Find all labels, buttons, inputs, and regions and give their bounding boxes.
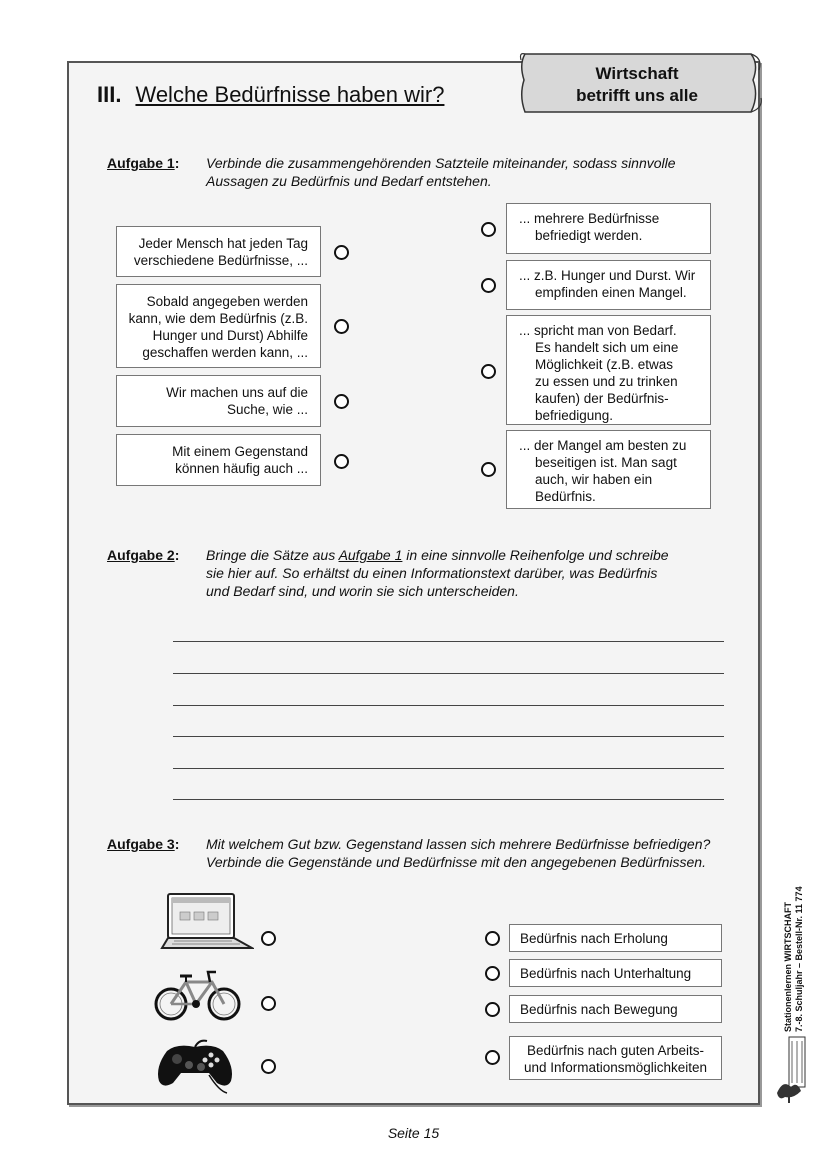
task3-label — [107, 836, 179, 852]
need-box-3-text: Bedürfnis nach Bewegung — [520, 1002, 678, 1017]
task1-colon: : — [174, 155, 180, 171]
task2-text-ref: Aufgabe 1 — [338, 547, 403, 563]
task1-instructions — [206, 154, 676, 190]
left-box-2-line4: geschaffen werden kann, ... — [142, 345, 308, 360]
right-connector-1[interactable] — [481, 222, 496, 237]
need-box-1-text: Bedürfnis nach Erholung — [520, 931, 668, 946]
banner-line1: Wirtschaft — [595, 64, 679, 83]
right-box-4-line1: ... der Mangel am besten zu — [519, 438, 687, 453]
left-connector-1[interactable] — [334, 245, 349, 260]
page-number: Seite 15 — [387, 1125, 440, 1141]
writing-line-5[interactable] — [173, 768, 724, 769]
right-box-1-line2: befriedigt werden. — [535, 228, 643, 243]
task2-colon: : — [174, 547, 180, 563]
writing-line-3[interactable] — [173, 705, 724, 706]
left-box-3-line2: Suche, wie ... — [226, 402, 308, 417]
right-box-3-line1: ... spricht man von Bedarf. — [519, 323, 677, 338]
sidebar-line2: 7.-8. Schuljahr – Bestell-Nr. 11 774 — [794, 886, 804, 1032]
left-connector-4[interactable] — [334, 454, 349, 469]
left-connector-3[interactable] — [334, 394, 349, 409]
left-connector-2[interactable] — [334, 319, 349, 334]
writing-line-6[interactable] — [173, 799, 724, 800]
left-box-2-line2: kann, wie dem Bedürfnis (z.B. — [128, 311, 308, 326]
task2-text-post: in eine sinnvolle Reihenfolge und schreibe — [402, 547, 669, 563]
right-box-4-line2: beseitigen ist. Man sagt — [535, 455, 677, 470]
task2-label — [107, 547, 179, 563]
banner-line2: betrifft uns alle — [576, 86, 698, 105]
task1-label-text: Aufgabe 1 — [107, 155, 175, 171]
object-connector-laptop[interactable] — [261, 931, 276, 946]
task2-text-pre: Bringe die Sätze aus — [206, 547, 339, 563]
need-box-4-line1: Bedürfnis nach guten Arbeits- — [526, 1043, 705, 1058]
left-box-4-line2: können häufig auch ... — [175, 461, 308, 476]
task3-text-line1: Mit welchem Gut bzw. Gegenstand lassen sich mehrere Bedürfnisse befriedigen? — [206, 836, 711, 852]
right-box-1-line1: ... mehrere Bedürfnisse — [519, 211, 660, 226]
need-connector-1[interactable] — [485, 931, 500, 946]
left-box-4 — [116, 434, 321, 486]
publisher-logo-icon — [773, 1035, 813, 1105]
right-box-4 — [506, 430, 711, 509]
left-box-3 — [116, 375, 321, 427]
task2-instructions — [206, 546, 669, 600]
section-number: III. — [97, 82, 122, 107]
left-box-2 — [116, 284, 321, 368]
right-box-3-line2: Es handelt sich um eine — [535, 340, 679, 355]
right-box-2 — [506, 260, 711, 310]
object-connector-gamepad[interactable] — [261, 1059, 276, 1074]
section-title — [97, 82, 444, 108]
publisher-sidebar — [783, 852, 821, 1032]
task3-label-text: Aufgabe 3 — [107, 836, 175, 852]
right-box-4-line3: auch, wir haben ein — [535, 472, 653, 487]
topic-banner — [519, 50, 765, 118]
left-box-3-line1: Wir machen uns auf die — [166, 385, 308, 400]
task1-text-line2: Aussagen zu Bedürfnis und Bedarf entstehen. — [206, 173, 492, 189]
need-box-2-text: Bedürfnis nach Unterhaltung — [520, 966, 692, 981]
bicycle-icon — [154, 966, 244, 1026]
task1-label — [107, 155, 179, 171]
section-heading: Welche Bedürfnisse haben wir? — [135, 82, 445, 107]
task2-text-line2: sie hier auf. So erhältst du einen Informationstext darüber, was Bedürfnis — [206, 565, 658, 581]
right-box-2-line1: ... z.B. Hunger und Durst. Wir — [519, 268, 696, 283]
right-box-3-line6: befriedigung. — [535, 408, 614, 423]
right-connector-3[interactable] — [481, 364, 496, 379]
need-connector-2[interactable] — [485, 966, 500, 981]
left-box-2-line1: Sobald angegeben werden — [146, 294, 308, 309]
left-box-4-line1: Mit einem Gegenstand — [172, 444, 308, 459]
task2-text-line3: und Bedarf sind, und worin sie sich unterscheiden. — [206, 583, 519, 599]
right-box-3-line5: kaufen) der Bedürfnis- — [535, 391, 669, 406]
right-box-2-line2: empfinden einen Mangel. — [535, 285, 687, 300]
writing-line-4[interactable] — [173, 736, 724, 737]
gamepad-icon — [155, 1037, 235, 1095]
right-connector-2[interactable] — [481, 278, 496, 293]
need-box-4-line2: und Informationsmöglichkeiten — [523, 1060, 708, 1075]
need-box-bewegung — [509, 995, 722, 1023]
right-box-3-line4: zu essen und zu trinken — [535, 374, 678, 389]
task3-text-line2: Verbinde die Gegenstände und Bedürfnisse mit den angegebenen Bedürfnissen. — [206, 854, 706, 870]
object-connector-bicycle[interactable] — [261, 996, 276, 1011]
writing-line-1[interactable] — [173, 641, 724, 642]
sidebar-line1: Stationenlernen WIRTSCHAFT — [783, 902, 793, 1032]
left-box-1-line2: verschiedene Bedürfnisse, ... — [133, 253, 308, 268]
need-box-erholung — [509, 924, 722, 952]
task2-text-line1 — [206, 546, 669, 564]
left-box-2-line3: Hunger und Durst) Abhilfe — [152, 328, 308, 343]
right-box-3 — [506, 315, 711, 425]
need-box-unterhaltung — [509, 959, 722, 987]
left-box-1 — [116, 226, 321, 277]
need-connector-3[interactable] — [485, 1002, 500, 1017]
right-box-4-line4: Bedürfnis. — [535, 489, 596, 504]
task3-colon: : — [174, 836, 180, 852]
right-box-1 — [506, 203, 711, 254]
left-box-1-line1: Jeder Mensch hat jeden Tag — [138, 236, 308, 251]
need-box-arbeit — [509, 1036, 722, 1080]
right-box-3-line3: Möglichkeit (z.B. etwas — [535, 357, 674, 372]
laptop-icon — [160, 892, 254, 952]
right-connector-4[interactable] — [481, 462, 496, 477]
writing-line-2[interactable] — [173, 673, 724, 674]
need-connector-4[interactable] — [485, 1050, 500, 1065]
task3-instructions — [206, 835, 710, 871]
task2-label-text: Aufgabe 2 — [107, 547, 175, 563]
task1-text-line1: Verbinde die zusammengehörenden Satzteile miteinander, sodass sinnvolle — [206, 155, 676, 171]
